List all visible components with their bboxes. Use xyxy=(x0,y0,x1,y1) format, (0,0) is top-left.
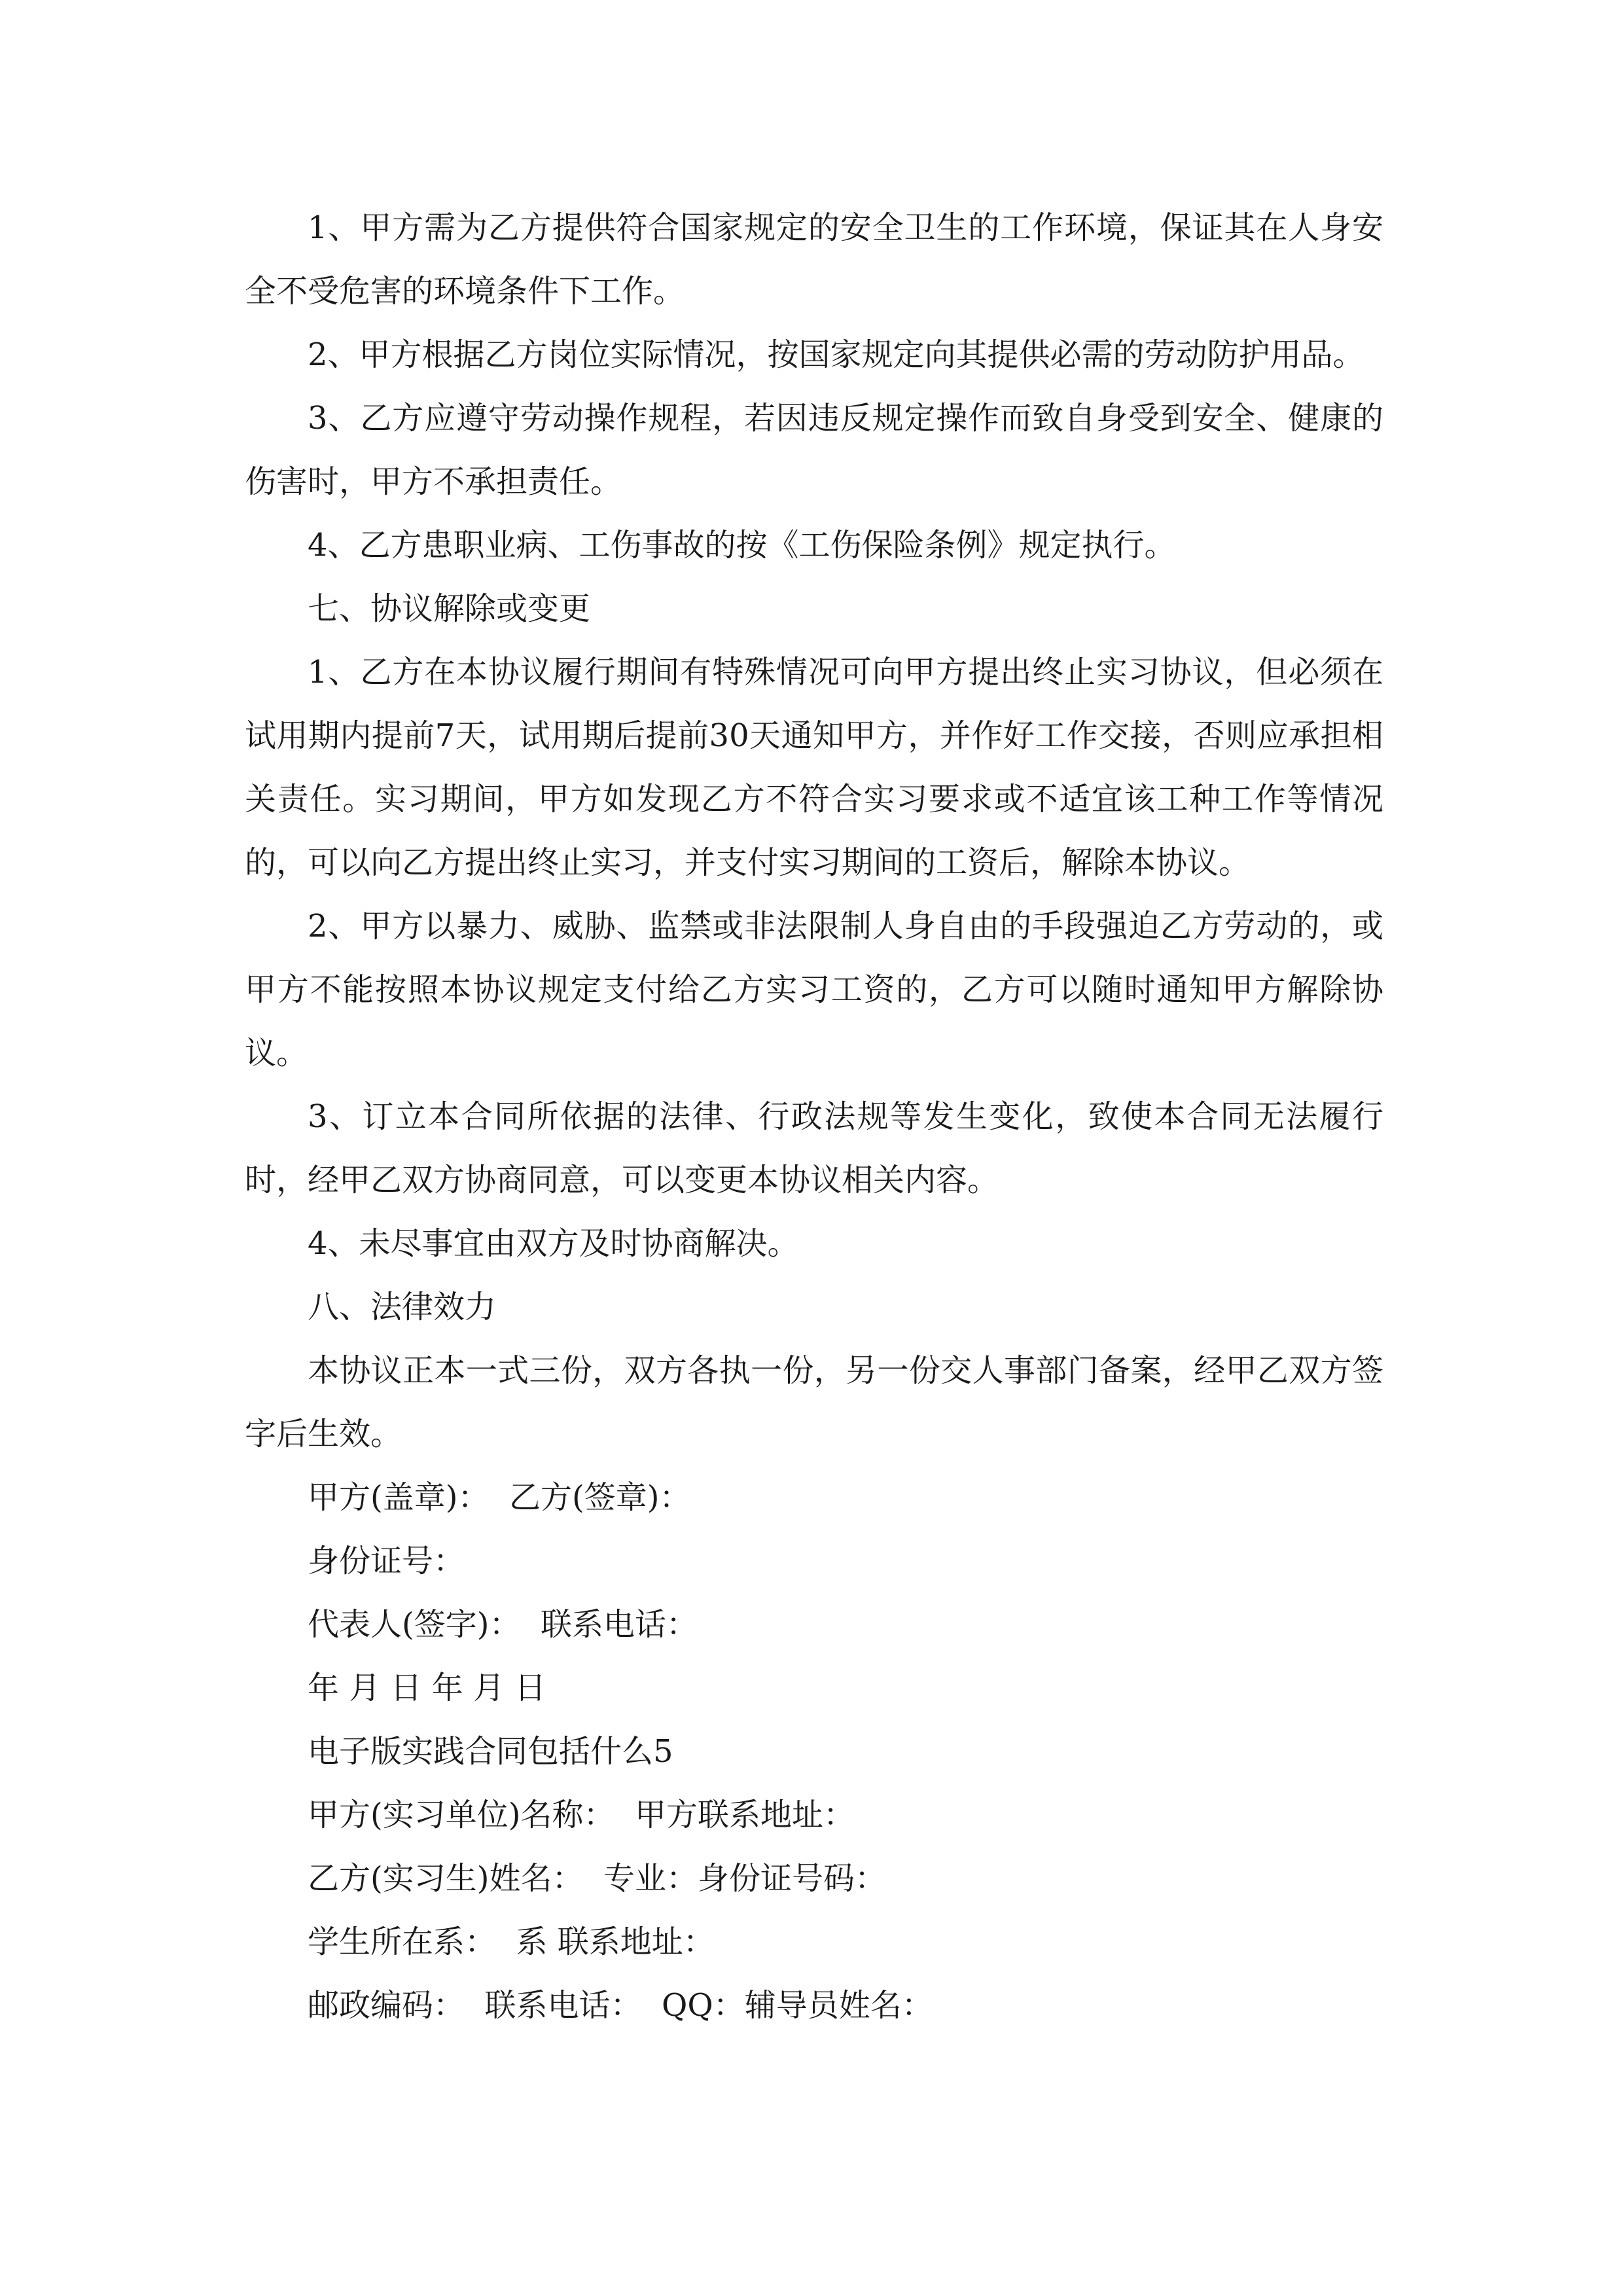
clause-operating-rules: 3、乙方应遵守劳动操作规程，若因违反规定操作而致自身受到安全、健康的伤害时，甲方不承担责任。 xyxy=(245,400,1383,500)
clause-termination-notice: 1、乙方在本协议履行期间有特殊情况可向甲方提出终止实习协议，但必须在试用期内提前7天，试用期后提前30天通知甲方，并作好工作交接，否则应承担相关责任。实习期间，甲方如发现乙方不符合实习要求或不适宜该工种工作等情况的，可以向乙方提出终止实习，并支付实习期间的工资后，解除本协议。 xyxy=(245,654,1383,881)
document-body xyxy=(245,196,1383,2037)
clause-law-change: 3、订立本合同所依据的法律、行政法规等发生变化，致使本合同无法履行时，经甲乙双方协商同意，可以变更本协议相关内容。 xyxy=(245,1098,1383,1198)
date-line: 年 月 日 年 月 日 xyxy=(308,1670,546,1706)
clause-occupational-injury: 4、乙方患职业病、工伤事故的按《工伤保险条例》规定执行。 xyxy=(308,527,1176,564)
section-heading-legal-effect: 八、法律效力 xyxy=(308,1289,497,1325)
clause-unresolved-matters: 4、未尽事宜由双方及时协商解决。 xyxy=(308,1225,799,1262)
clause-copies-and-effect: 本协议正本一式三份，双方各执一份，另一份交人事部门备案，经甲乙双方签字后生效。 xyxy=(245,1352,1383,1452)
section-heading-termination: 七、协议解除或变更 xyxy=(308,590,591,627)
clause-safety-environment: 1、甲方需为乙方提供符合国家规定的安全卫生的工作环境，保证其在人身安全不受危害的环境条件下工作。 xyxy=(245,209,1383,310)
clause-forced-labor: 2、甲方以暴力、威胁、监禁或非法限制人身自由的手段强迫乙方劳动的，或甲方不能按照本协议规定支付给乙方实习工资的，乙方可以随时通知甲方解除协议。 xyxy=(245,908,1383,1071)
employer-name-line: 甲方(实习单位)名称： 甲方联系地址： xyxy=(308,1797,855,1833)
signature-line-parties: 甲方(盖章)： 乙方(签章)： xyxy=(308,1479,691,1516)
department-line: 学生所在系： 系 联系地址： xyxy=(308,1924,715,1960)
clause-protective-equipment: 2、甲方根据乙方岗位实际情况，按国家规定向其提供必需的劳动防护用品。 xyxy=(308,336,1364,373)
next-document-title: 电子版实践合同包括什么5 xyxy=(308,1733,673,1770)
representative-line: 代表人(签字)： 联系电话： xyxy=(308,1606,698,1643)
id-number-line: 身份证号： xyxy=(308,1543,465,1579)
contact-info-line: 邮政编码： 联系电话： QQ：辅导员姓名： xyxy=(308,1987,933,2024)
intern-name-line: 乙方(实习生)姓名： 专业：身份证号码： xyxy=(308,1860,886,1897)
